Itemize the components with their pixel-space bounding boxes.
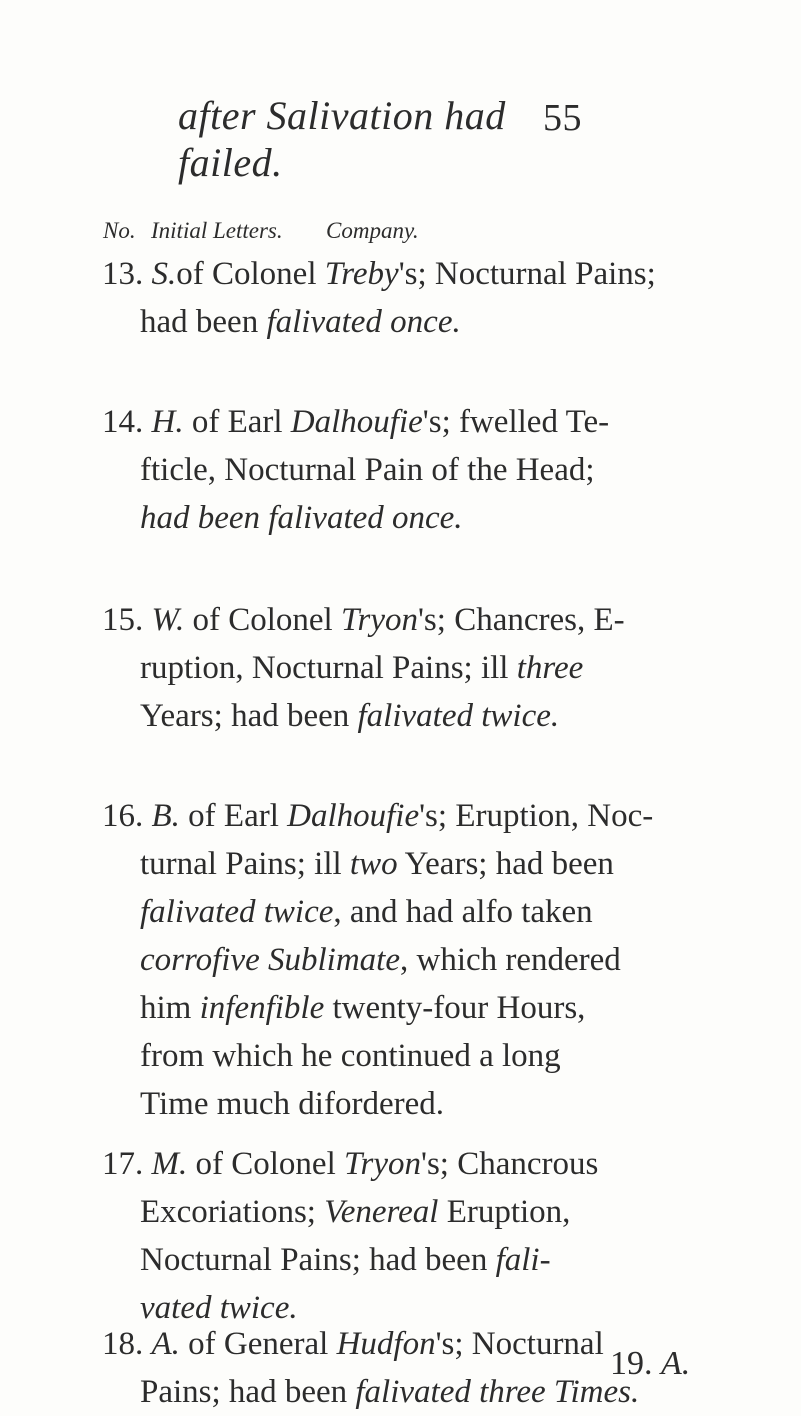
italic-text: falivated twice [140, 894, 334, 930]
italic-text: H. [151, 404, 184, 440]
italic-text: Dalhoufie [290, 404, 423, 440]
italic-text: had been falivated once. [140, 500, 463, 536]
italic-text: fali- [495, 1242, 551, 1278]
catchword [610, 1345, 690, 1383]
entry-line: had been falivated once. [140, 304, 461, 340]
heading-company: Company. [326, 218, 419, 243]
italic-text: falivated three Times. [355, 1374, 640, 1410]
heading-initial-letters: Initial Letters. [151, 218, 283, 243]
italic-text: Tryon [343, 1146, 422, 1182]
italic-text: A. [151, 1326, 180, 1362]
italic-text: W. [151, 602, 185, 638]
entry-line: him infenfible twenty-four Hours, [140, 990, 586, 1026]
running-title: after Salivation had failed. [178, 93, 506, 185]
entry-line: Nocturnal Pains; had been fali- [140, 1242, 551, 1278]
entry-line: 17. M. of Colonel Tryon's; Chancrous [102, 1146, 599, 1182]
entry-line: Pains; had been falivated three Times. [140, 1374, 640, 1410]
italic-text: Dalhoufie [287, 798, 420, 834]
italic-text: Treby [324, 256, 399, 292]
entry-line: 15. W. of Colonel Tryon's; Chancres, E- [102, 602, 625, 638]
heading-no: No. [103, 218, 136, 243]
case-entry-14 [102, 398, 762, 542]
case-entry-13 [102, 250, 762, 346]
case-entry-17 [102, 1140, 762, 1332]
page-number: 55 [543, 97, 582, 139]
entry-line: 13. S.of Colonel Treby's; Nocturnal Pains; [102, 256, 656, 292]
entry-line: Excoriations; Venereal Eruption, [140, 1194, 571, 1230]
italic-text: falivated once. [266, 304, 461, 340]
entry-line [102, 494, 762, 542]
entry-line: corrofive Sublimate, which rendered [140, 942, 621, 978]
catchword-letter: A. [661, 1345, 691, 1382]
italic-text: falivated twice. [357, 698, 560, 734]
case-entry-15 [102, 596, 762, 740]
italic-text: Hudfon [336, 1326, 436, 1362]
entry-line: 16. B. of Earl Dalhoufie's; Eruption, Noc- [102, 798, 654, 834]
italic-text: two [349, 846, 398, 882]
italic-text: M. [151, 1146, 188, 1182]
entry-line: Years; had been falivated twice. [140, 698, 560, 734]
case-entry-16 [102, 792, 762, 1128]
italic-text: three [516, 650, 584, 686]
entry-line: falivated twice, and had alfo taken [140, 894, 593, 930]
italic-text: B. [151, 798, 180, 834]
entry-line: ruption, Nocturnal Pains; ill three [140, 650, 584, 686]
entry-line: turnal Pains; ill two Years; had been [140, 846, 614, 882]
italic-text: corrofive Sublimate [140, 942, 400, 978]
catchword-number: 19. [610, 1345, 653, 1382]
italic-text: Venereal [324, 1194, 439, 1230]
italic-text: S. [151, 256, 177, 292]
entry-line: from which he continued a long [140, 1038, 561, 1074]
entry-line: Time much difordered. [140, 1086, 444, 1122]
italic-text: infenfible [199, 990, 325, 1026]
italic-text: Tryon [340, 602, 418, 638]
italic-text: vated twice. [140, 1290, 298, 1326]
entry-line: 18. A. of General Hudfon's; Nocturnal [102, 1326, 604, 1362]
running-header [178, 92, 608, 186]
entry-line: 14. H. of Earl Dalhoufie's; fwelled Te- [102, 404, 610, 440]
entry-line: fticle, Nocturnal Pain of the Head; [140, 452, 595, 488]
